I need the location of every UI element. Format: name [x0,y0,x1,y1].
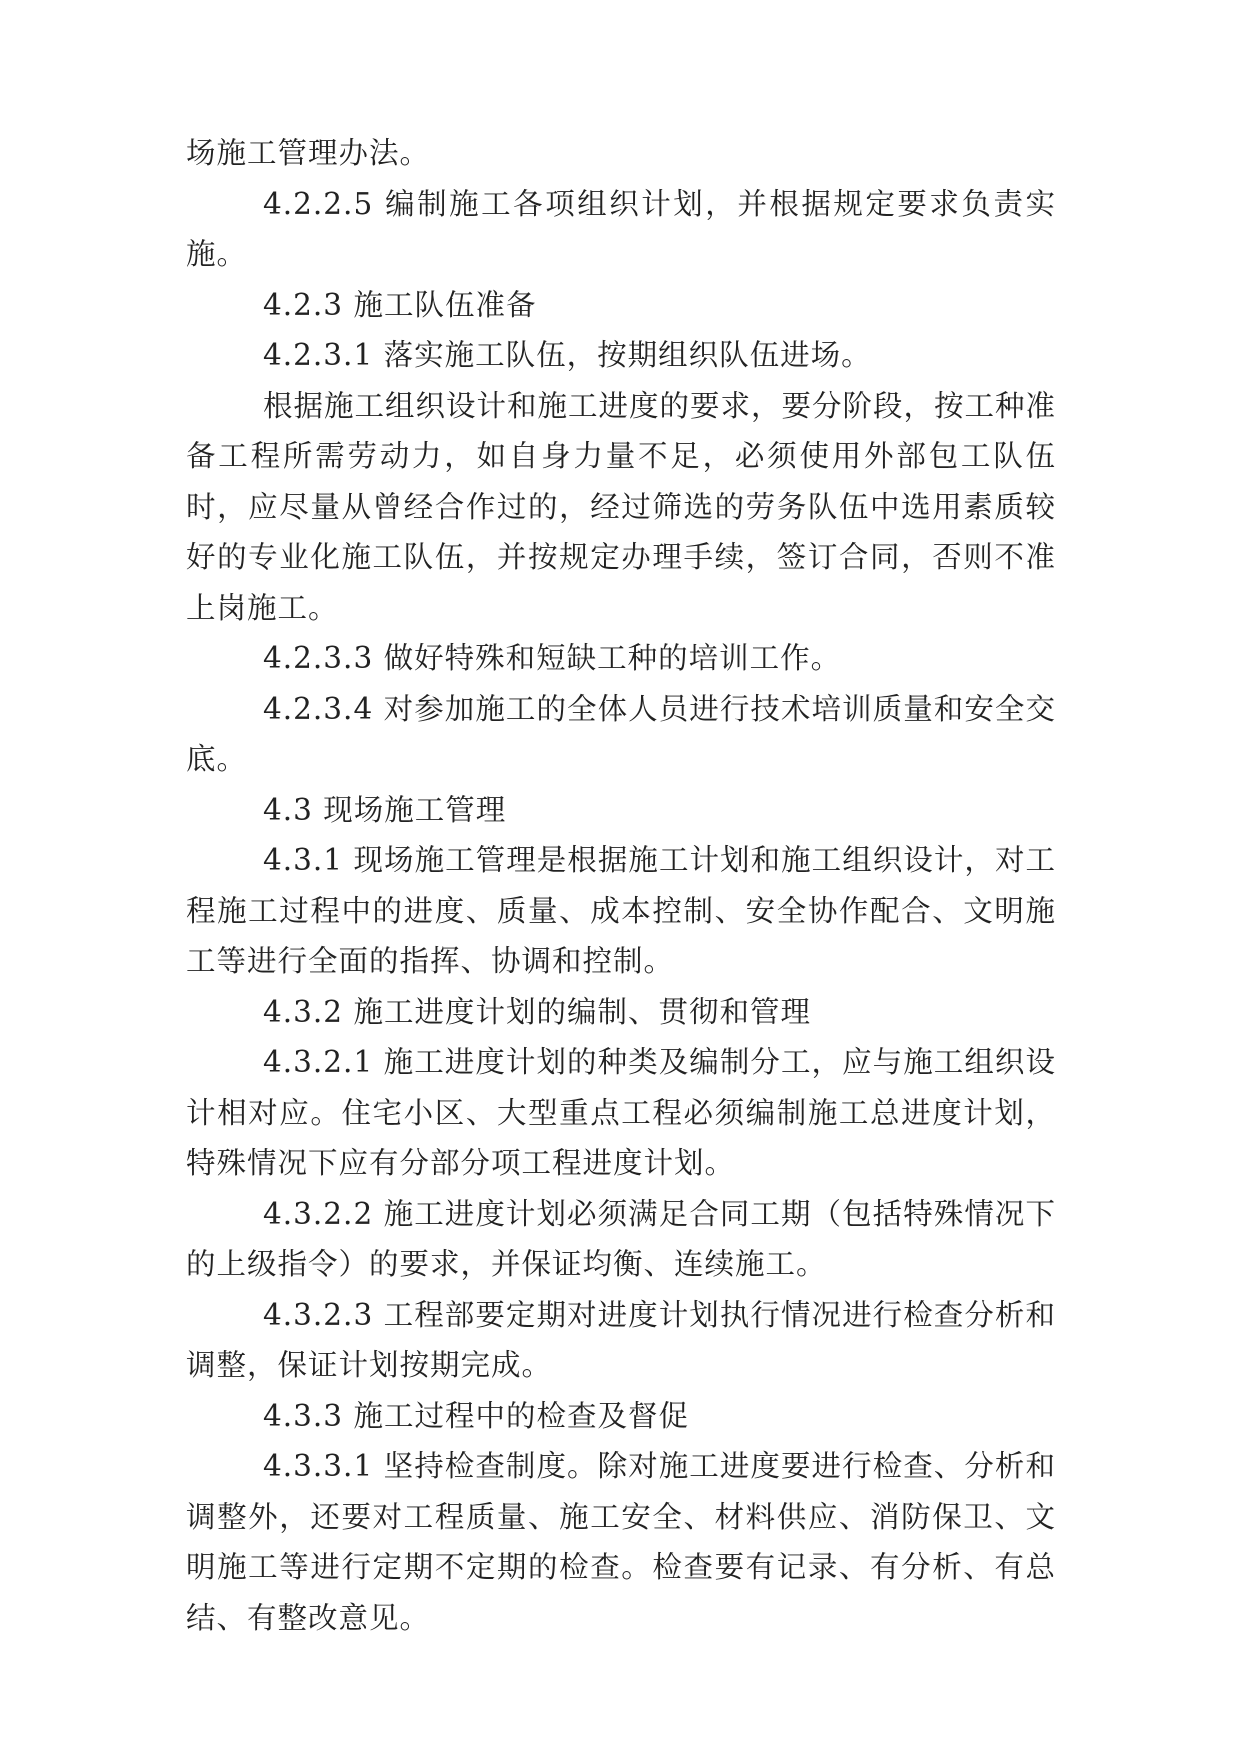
paragraph-4-3-1: 4.3.1 现场施工管理是根据施工计划和施工组织设计，对工程施工过程中的进度、质量、成本控制、安全协作配合、文明施工等进行全面的指挥、协调和控制。 [186,843,1056,978]
heading-4-2-3: 4.2.3 施工队伍准备 [263,287,537,322]
document-page [186,128,1056,1643]
paragraph-labor-prep: 根据施工组织设计和施工进度的要求，要分阶段，按工种准备工程所需劳动力，如自身力量不足，必须使用外部包工队伍时，应尽量从曾经合作过的，经过筛选的劳务队伍中选用素质较好的专业化施工队伍，并按规定办理手续，签订合同，否则不准上岗施工。 [186,388,1057,625]
paragraph-4-3-2-2: 4.3.2.2 施工进度计划必须满足合同工期（包括特殊情况下的上级指令）的要求，并保证均衡、连续施工。 [186,1196,1056,1281]
paragraph-4-2-3-3: 4.2.3.3 做好特殊和短缺工种的培训工作。 [263,641,842,675]
paragraph-4-2-2-5: 4.2.2.5 编制施工各项组织计划，并根据规定要求负责实施。 [186,186,1056,271]
paragraph-4-2-3-4: 4.2.3.4 对参加施工的全体人员进行技术培训质量和安全交底。 [186,691,1056,776]
paragraph-4-2-3-1: 4.2.3.1 落实施工队伍，按期组织队伍进场。 [263,338,872,372]
paragraph-4-3-2-3: 4.3.2.3 工程部要定期对进度计划执行情况进行检查分析和调整，保证计划按期完成。 [186,1297,1056,1382]
paragraph-4-3-2-1: 4.3.2.1 施工进度计划的种类及编制分工，应与施工组织设计相对应。住宅小区、大型重点工程必须编制施工总进度计划，特殊情况下应有分部分项工程进度计划。 [186,1045,1056,1180]
heading-4-3: 4.3 现场施工管理 [263,792,507,827]
heading-4-3-2: 4.3.2 施工进度计划的编制、贯彻和管理 [263,994,811,1029]
heading-4-3-3: 4.3.3 施工过程中的检查及督促 [263,1398,689,1433]
paragraph-4-3-3-1: 4.3.3.1 坚持检查制度。除对施工进度要进行检查、分析和调整外，还要对工程质量、施工安全、材料供应、消防保卫、文明施工等进行定期不定期的检查。检查要有记录、有分析、有总结、有整改意见。 [186,1449,1056,1635]
paragraph-continuation: 场施工管理办法。 [186,136,431,170]
